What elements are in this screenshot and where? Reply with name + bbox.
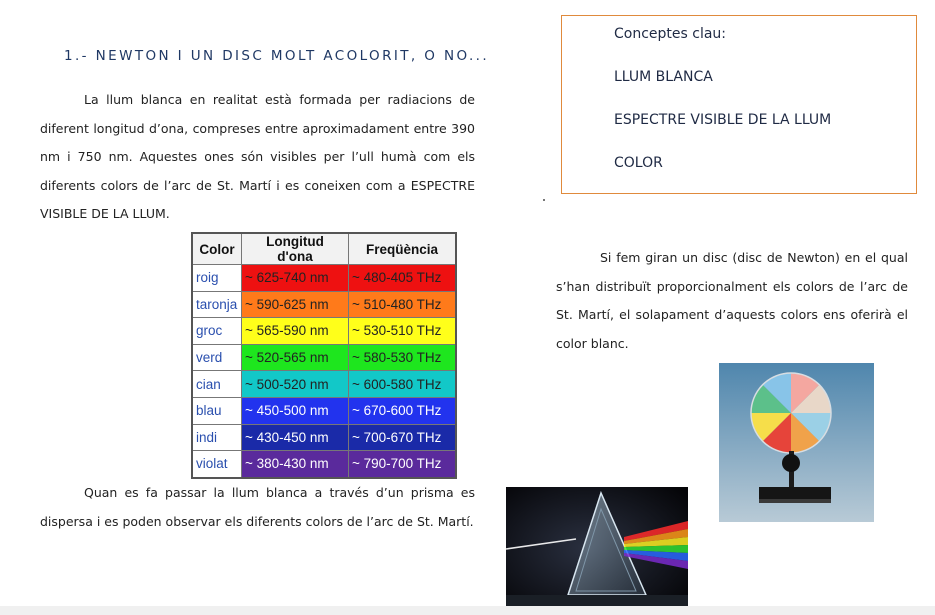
frequency-cell: ~ 670-600 THz bbox=[349, 397, 457, 424]
table-row bbox=[192, 424, 456, 451]
color-name-cell: blau bbox=[192, 397, 242, 424]
frequency-cell: ~ 600-580 THz bbox=[349, 371, 457, 398]
key-concept-item: COLOR bbox=[614, 155, 663, 171]
visible-spectrum-table bbox=[191, 232, 457, 479]
frequency-cell: ~ 790-700 THz bbox=[349, 451, 457, 478]
wavelength-cell: ~ 565-590 nm bbox=[242, 318, 349, 345]
frequency-cell: ~ 480-405 THz bbox=[349, 265, 457, 292]
key-concept-item: ESPECTRE VISIBLE DE LA LLUM bbox=[614, 112, 832, 128]
newton-disc-photo bbox=[719, 363, 874, 522]
table-row bbox=[192, 451, 456, 478]
wavelength-cell: ~ 625-740 nm bbox=[242, 265, 349, 292]
newton-disc-illustration bbox=[719, 363, 874, 522]
prism-dispersion-illustration bbox=[506, 487, 688, 609]
table-header-row bbox=[192, 233, 456, 265]
color-name-cell: roig bbox=[192, 265, 242, 292]
key-concept-item: LLUM BLANCA bbox=[614, 69, 713, 85]
prism-paragraph: Quan es fa passar la llum blanca a través d’un prisma es dispersa i es poden observar els diferents colors de l’arc de St. Martí. bbox=[40, 485, 475, 529]
table-row bbox=[192, 265, 456, 292]
color-name-cell: indi bbox=[192, 424, 242, 451]
page-bottom-bar bbox=[0, 606, 935, 615]
table-row bbox=[192, 371, 456, 398]
key-concepts-title: Conceptes clau: bbox=[614, 26, 727, 42]
table-row bbox=[192, 318, 456, 345]
wavelength-cell: ~ 500-520 nm bbox=[242, 371, 349, 398]
wavelength-cell: ~ 380-430 nm bbox=[242, 451, 349, 478]
table-row bbox=[192, 397, 456, 424]
frequency-cell: ~ 530-510 THz bbox=[349, 318, 457, 345]
intro-paragraph: La llum blanca en realitat està formada per radiacions de diferent longitud d’ona, compreses entre aproximadament entre 390 nm i 750 nm. Aquestes ones són visibles per l’ull humà com els diferents colors de l’arc de St. Martí i es coneixen com a ESPECTRE VISIBLE DE LA LLUM. bbox=[40, 92, 475, 221]
header-frequency: Freqüència bbox=[349, 233, 457, 265]
wavelength-cell: ~ 520-565 nm bbox=[242, 344, 349, 371]
color-name-cell: cian bbox=[192, 371, 242, 398]
wavelength-cell: ~ 430-450 nm bbox=[242, 424, 349, 451]
color-name-cell: groc bbox=[192, 318, 242, 345]
prism-photo bbox=[506, 487, 688, 609]
key-concepts-box bbox=[561, 15, 917, 194]
header-color: Color bbox=[192, 233, 242, 265]
frequency-cell: ~ 700-670 THz bbox=[349, 424, 457, 451]
newton-disc-paragraph: Si fem giran un disc (disc de Newton) en el qual s’han distribuït proporcionalment els colors de l’arc de St. Martí, el solapament d’aquests colors ens oferirà el color blanc. bbox=[556, 250, 908, 351]
stray-dot bbox=[543, 199, 545, 201]
section-heading: 1.- NEWTON I UN DISC MOLT ACOLORIT, O NO... bbox=[64, 48, 490, 64]
header-wavelength: Longitud d'ona bbox=[242, 233, 349, 265]
color-name-cell: verd bbox=[192, 344, 242, 371]
table-row bbox=[192, 344, 456, 371]
wavelength-cell: ~ 450-500 nm bbox=[242, 397, 349, 424]
wavelength-cell: ~ 590-625 nm bbox=[242, 291, 349, 318]
frequency-cell: ~ 510-480 THz bbox=[349, 291, 457, 318]
color-name-cell: violat bbox=[192, 451, 242, 478]
color-name-cell: taronja bbox=[192, 291, 242, 318]
table-row bbox=[192, 291, 456, 318]
frequency-cell: ~ 580-530 THz bbox=[349, 344, 457, 371]
